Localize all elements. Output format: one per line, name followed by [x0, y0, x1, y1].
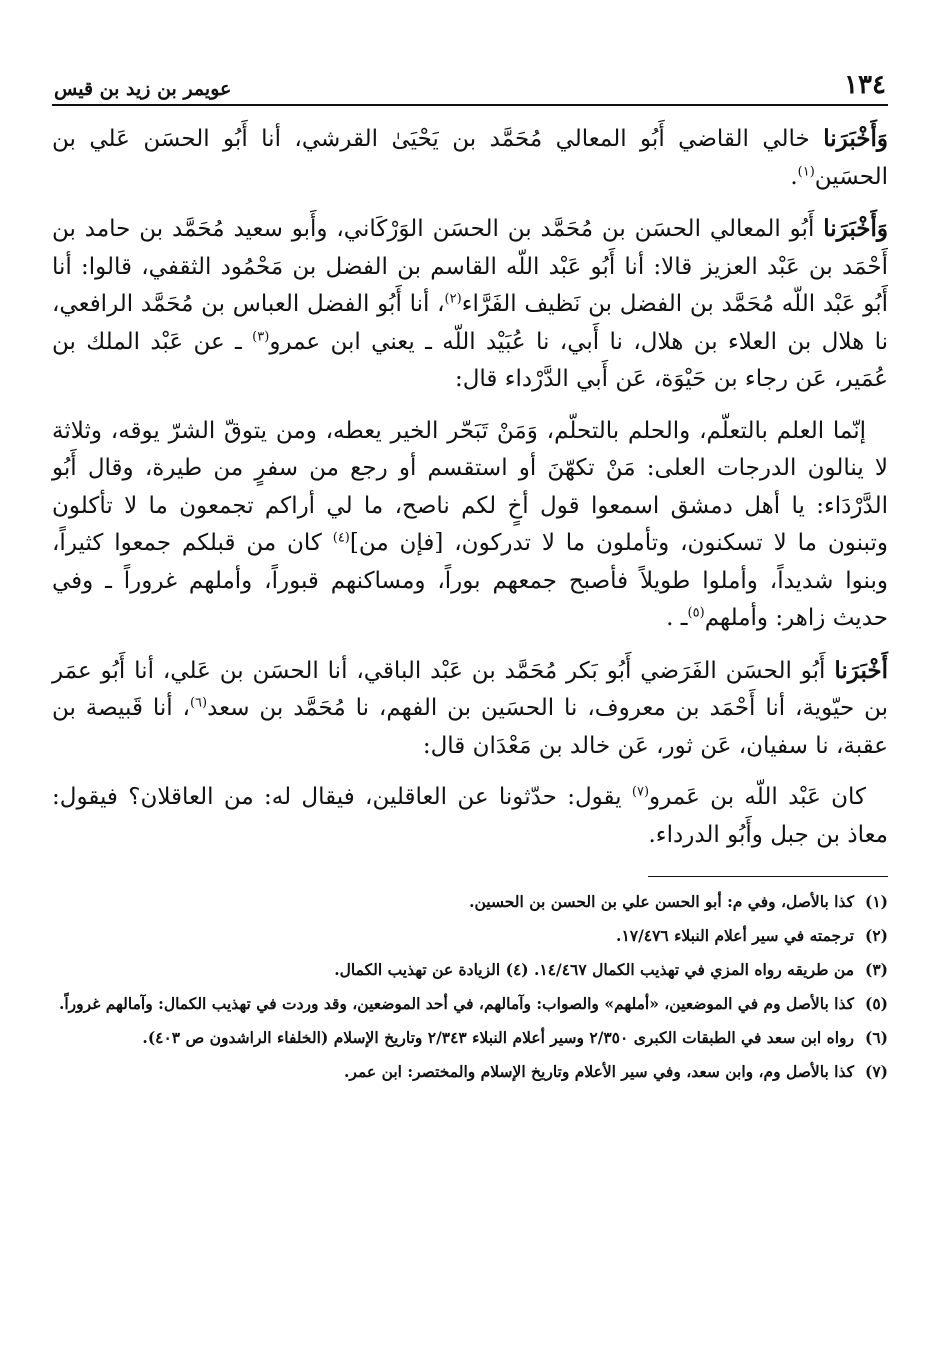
footnote-text: كذا بالأصل، وفي م: أبو الحسن علي بن الحسن بن الحسين.	[469, 892, 854, 911]
paragraph-text: خالي القاضي أَبُو المعالي مُحَمَّد بن يَحْيَىٰ القرشي، أنا أَبُو الحسَن عَلي بن الحسَين	[52, 126, 888, 190]
paragraph-text: كان عَبْد اللّه بن عَمرو	[649, 784, 866, 810]
footnote-ref: (٢)	[444, 291, 462, 307]
page-header	[52, 62, 888, 106]
footnote-ref: (٦)	[189, 695, 208, 711]
footnote	[52, 957, 888, 982]
footnote-text: كذا بالأصل وم في الموضعين، «أملهم» والصواب: وآمالهم، في أحد الموضعين، وقد وردت في تهذيب الكمال: وآمالهم غروراً.	[58, 994, 854, 1013]
running-title: عويمر بن زيد بن قيس	[54, 78, 232, 100]
footnote-number: (٢)	[864, 926, 888, 945]
paragraph-tail: ، أنا قَبيصة بن عقبة، نا سفيان، عَن ثور، عَن خالد بن مَعْدَان قال:	[52, 695, 888, 759]
paragraph-text-continued: كان من قبلكم جمعوا كثيراً، وبنوا شديداً، وأملوا طويلاً فأصبح جمعهم بوراً، ومساكنهم قبوراً، وأملهم غروراً ـ وفي حديث زاهر: وأملهم	[52, 530, 888, 631]
footnote-number: (٧)	[864, 1062, 888, 1081]
paragraph-text: أَبُو الحسَن الفَرَضي أَبُو بَكر مُحَمَّد بن عَبْد الباقي، أنا الحسَن بن عَلي، أنا أَبُو عمَر بن حيّوية، أنا أَحْمَد بن معروف، نا الحسَين بن الفهم، نا مُحَمَّد بن سعد	[52, 657, 888, 721]
footnote-number: (٣)	[864, 960, 888, 979]
isnad-lead: وَأَخْبَرَنا	[823, 125, 888, 152]
footnote-ref: (٤)	[332, 530, 350, 546]
footnote-number: (٥)	[864, 994, 888, 1013]
footnotes	[52, 889, 888, 1084]
footnote-ref: (٧)	[631, 784, 650, 800]
isnad-lead: أَخْبَرَنا	[834, 656, 888, 684]
isnad-lead: وَأَخْبَرَنا	[823, 215, 888, 242]
footnote-text: من طريقه رواه المزي في تهذيب الكمال ١٤/٤٦٧. (٤) الزيادة عن تهذيب الكمال.	[334, 960, 854, 979]
paragraph-tail: ـ .	[666, 605, 688, 631]
paragraph-3	[52, 413, 888, 638]
paragraph-5	[52, 779, 888, 854]
footnote-ref: (٥)	[687, 605, 705, 621]
paragraph-tail: ـ عن عَبْد الملك بن عُمَير، عَن رجاء بن حَيْوَة، عَن أَبي الدَّرْداء قال:	[52, 328, 888, 392]
footnote-ref: (١)	[797, 163, 815, 179]
paragraph-text: أَبُو المعالي الحسَن بن مُحَمَّد بن الحسَن الوَرْكَاني، وأَبو سعيد مُحَمَّد بن حامد بن أَحْمَد بن عَبْد العزيز قالا: أنا أَبُو عَبْد اللّه القاسم بن الفضل بن مَحْمُود الثقفي، قالوا: أنا أَبُو عَبْد اللّه مُحَمَّد بن الفضل بن نَظيف الفَرَّاء	[52, 216, 888, 317]
paragraph-2	[52, 210, 888, 399]
main-text	[52, 120, 888, 854]
footnote	[52, 1059, 888, 1084]
footnote-text: ترجمته في سير أعلام النبلاء ١٧/٤٧٦.	[616, 926, 854, 945]
paragraph-text: إنّما العلم بالتعلّم، والحلم بالتحلّم، وَمَنْ تَبَحّر الخير يعطه، ومن يتوقّ الشرّ يوقه، وثلاثة لا ينالون الدرجات العلى: مَنْ تكهّنَ أو استقسم أو رجع من سفرٍ من طيرة، وقال أَبُو الدَّرْدَاء: يا أهل دمشق اسمعوا قول أخٍ لكم ناصح، ما لي أراكم تجمعون ما لا تأكلون وتبنون ما لا تسكنون، وتأملون ما لا تدركون، [فإن من]	[52, 417, 888, 556]
footnote-number: (٦)	[864, 1028, 888, 1047]
paragraph-4	[52, 652, 888, 766]
footnote	[52, 991, 888, 1016]
footnote-text: كذا بالأصل وم، وابن سعد، وفي سير الأعلام وتاريخ الإسلام والمختصر: ابن عمر.	[344, 1062, 854, 1081]
footnote	[52, 923, 888, 948]
paragraph-text-continued: ، أنا أَبُو الفضل العباس بن مُحَمَّد الرافعي، نا هلال بن العلاء بن هلال، نا أَبي، نا عُبَيْد اللّه ـ يعني ابن عمرو	[52, 291, 888, 355]
paragraph-tail: يقول: حدّثونا عن العاقلين، فيقال له: من العاقلان؟ فيقول: معاذ بن جبل وأَبُو الدرداء.	[52, 784, 888, 848]
paragraph-tail: .	[790, 163, 798, 190]
footnote	[52, 1025, 888, 1050]
page-number: ١٣٤	[844, 70, 886, 100]
footnote-text: رواه ابن سعد في الطبقات الكبرى ٢/٣٥٠ وسير أعلام النبلاء ٢/٣٤٣ وتاريخ الإسلام (الخلفاء الراشدون ص ٤٠٣).	[142, 1028, 854, 1047]
book-page	[52, 62, 888, 1093]
footnote	[52, 889, 888, 914]
paragraph-1	[52, 120, 888, 196]
footnote-ref: (٣)	[252, 328, 270, 344]
footnote-number: (١)	[864, 892, 888, 911]
footnote-divider	[648, 876, 888, 877]
